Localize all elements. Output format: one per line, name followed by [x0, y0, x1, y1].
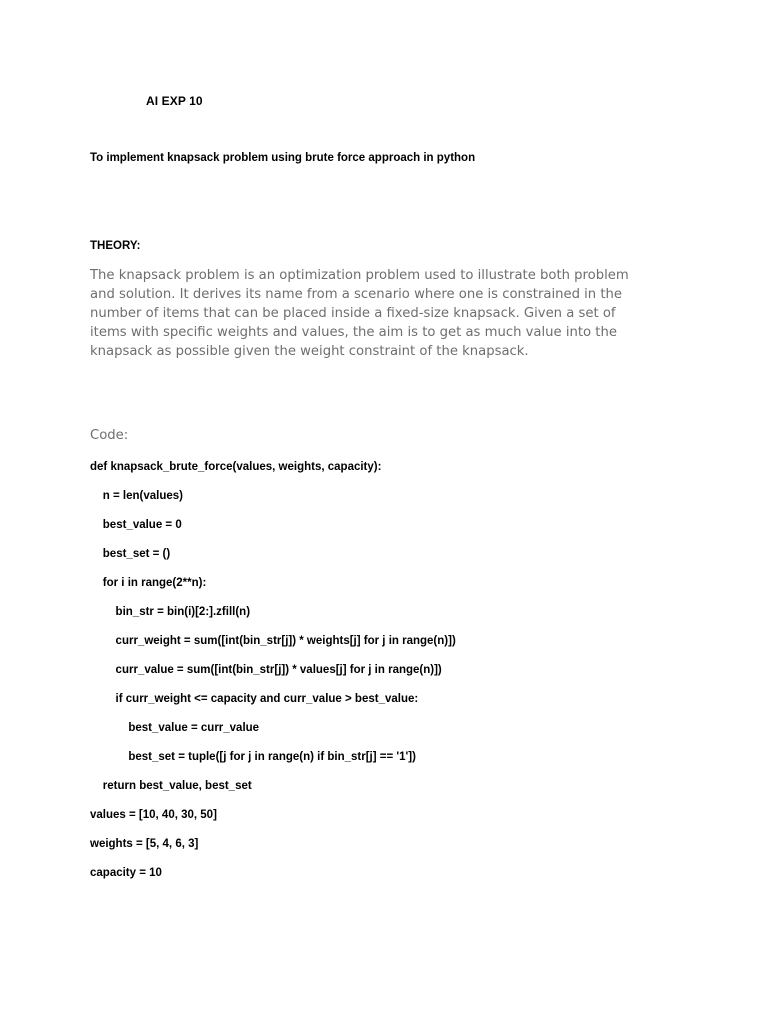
theory-line: The knapsack problem is an optimization problem used to illustrate both problem — [90, 268, 629, 283]
code-line: for i in range(2**n): — [90, 577, 207, 589]
aim-statement: To implement knapsack problem using brute force approach in python — [90, 152, 476, 164]
code-line: bin_str = bin(i)[2:].zfill(n) — [90, 606, 251, 618]
code-line: best_set = () — [90, 548, 171, 560]
code-line: best_value = curr_value — [90, 722, 260, 734]
code-line: best_value = 0 — [90, 519, 182, 531]
code-line: best_set = tuple([j for j in range(n) if bin_str[j] == '1']) — [90, 751, 416, 763]
code-label: Code: — [90, 428, 129, 443]
theory-label: THEORY: — [90, 240, 141, 252]
theory-line: knapsack as possible given the weight constraint of the knapsack. — [90, 344, 529, 359]
theory-line: items with specific weights and values, the aim is to get as much value into the — [90, 325, 617, 340]
theory-paragraph — [90, 266, 670, 361]
code-line: values = [10, 40, 30, 50] — [90, 809, 217, 821]
code-line: n = len(values) — [90, 490, 183, 502]
code-line: if curr_weight <= capacity and curr_value > best_value: — [90, 693, 419, 705]
code-line: curr_value = sum([int(bin_str[j]) * values[j] for j in range(n)]) — [90, 664, 442, 676]
theory-line: and solution. It derives its name from a scenario where one is constrained in the — [90, 287, 623, 302]
document-heading: AI EXP 10 — [146, 94, 203, 108]
code-line: def knapsack_brute_force(values, weights, capacity): — [90, 461, 382, 473]
theory-line: number of items that can be placed inside a fixed-size knapsack. Given a set of — [90, 306, 616, 321]
code-line: weights = [5, 4, 6, 3] — [90, 838, 199, 850]
code-block — [90, 458, 456, 893]
code-line: capacity = 10 — [90, 867, 162, 879]
code-line: curr_weight = sum([int(bin_str[j]) * weights[j] for j in range(n)]) — [90, 635, 456, 647]
code-line: return best_value, best_set — [90, 780, 252, 792]
